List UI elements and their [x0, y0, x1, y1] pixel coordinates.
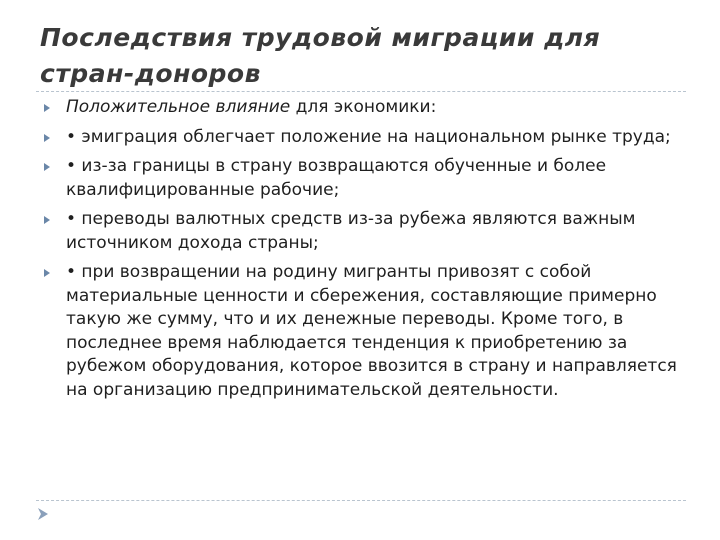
bullet-emphasis: Положительное влияние	[66, 97, 291, 117]
bullet-text: • переводы валютных средств из-за рубежа являются важным источником дохода страны;	[66, 209, 636, 253]
bullet-item	[44, 208, 684, 255]
bullet-text: • при возвращении на родину мигранты привозят с собой материальные ценности и сбережения, составляющие примерно такую же сумму, что и их денежные переводы. Кроме того, в последнее время наблюдается тенденция к приобретению за рубежом оборудования, которое ввозится в страну и направляется на организацию предпринимательской деятельности.	[66, 262, 677, 400]
triangle-bullet-icon	[44, 104, 50, 112]
triangle-bullet-icon	[44, 134, 50, 142]
bullet-text: • из-за границы в страну возвращаются обученные и более квалифицированные рабочие;	[66, 156, 607, 200]
triangle-bullet-icon	[44, 269, 50, 277]
footer-divider	[36, 500, 686, 501]
triangle-bullet-icon	[44, 216, 50, 224]
next-slide-arrow-icon[interactable]	[36, 506, 50, 522]
bullet-text: для экономики:	[290, 97, 437, 117]
bullet-item	[44, 261, 684, 402]
bullet-text: • эмиграция облегчает положение на национальном рынке труда;	[66, 126, 671, 147]
bullet-item	[44, 155, 684, 202]
bullet-item	[44, 126, 684, 150]
slide-title: Последствия трудовой миграции для стран-доноров	[40, 23, 601, 88]
bullet-item	[44, 96, 684, 120]
triangle-bullet-icon	[44, 163, 50, 171]
bullet-list	[44, 96, 684, 408]
title-divider	[36, 91, 686, 92]
